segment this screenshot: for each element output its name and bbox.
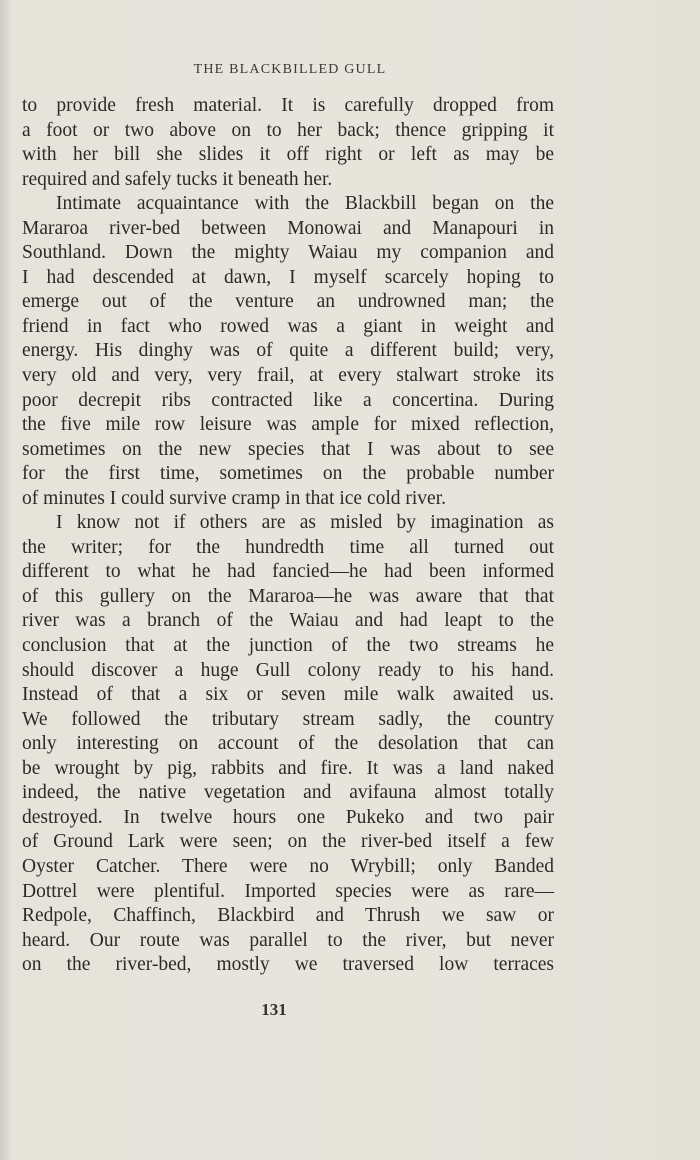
text-line: conclusion that at the junction of the two streams he (22, 635, 554, 657)
text-line: I had descended at dawn, I myself scarcely hoping to (22, 266, 554, 288)
page-number: 131 (261, 1000, 287, 1019)
text-line: We followed the tributary stream sadly, the country (22, 708, 554, 730)
text-line: a foot or two above on to her back; thence gripping it (22, 119, 554, 141)
text-line: of Ground Lark were seen; on the river-bed itself a few (22, 831, 554, 853)
paragraph (22, 511, 554, 977)
text-line: destroyed. In twelve hours one Pukeko and two pair (22, 806, 554, 828)
paragraph (22, 94, 554, 192)
text-line: Mararoa river-bed between Monowai and Manapouri in (22, 217, 554, 239)
text-line: very old and very, very frail, at every stalwart stroke its (22, 365, 554, 387)
running-head: THE BLACKBILLED GULL (193, 62, 387, 77)
text-line: poor decrepit ribs contracted like a concertina. During (22, 389, 554, 411)
text-line: Redpole, Chaffinch, Blackbird and Thrush we saw or (22, 905, 554, 927)
text-line: emerge out of the venture an undrowned man; the (22, 291, 554, 313)
text-line: only interesting on account of the desolation that can (22, 733, 554, 755)
text-line: heard. Our route was parallel to the river, but never (22, 929, 554, 951)
text-line: of this gullery on the Mararoa—he was aware that that (22, 585, 554, 607)
text-line: be wrought by pig, rabbits and fire. It was a land naked (22, 757, 554, 779)
text-line: energy. His dinghy was of quite a different build; very, (22, 340, 554, 362)
text-line: river was a branch of the Waiau and had leapt to the (22, 610, 554, 632)
text-line: different to what he had fancied—he had been informed (22, 561, 554, 583)
gutter-shadow (0, 0, 10, 1160)
text-line: I know not if others are as misled by imagination as (56, 512, 554, 534)
text-line: should discover a huge Gull colony ready to his hand. (22, 659, 554, 681)
text-line: the five mile row leisure was ample for mixed reflection, (22, 414, 554, 436)
text-line: Dottrel were plentiful. Imported species were as rare— (22, 880, 554, 902)
text-line: friend in fact who rowed was a giant in weight and (22, 315, 554, 337)
body-text (22, 94, 554, 978)
text-line: required and safely tucks it beneath her. (22, 168, 333, 190)
text-line: Southland. Down the mighty Waiau my companion and (22, 242, 554, 264)
text-line: Instead of that a six or seven mile walk awaited us. (22, 684, 554, 706)
text-line: to provide fresh material. It is carefully dropped from (22, 95, 554, 116)
text-line: on the river-bed, mostly we traversed low terraces (22, 954, 554, 976)
text-line: Oyster Catcher. There were no Wrybill; only Banded (22, 855, 554, 877)
text-line: Intimate acquaintance with the Blackbill began on the (56, 193, 554, 215)
paragraph (22, 192, 554, 511)
text-line: for the first time, sometimes on the probable number (22, 463, 554, 485)
text-line: with her bill she slides it off right or left as may be (22, 144, 554, 166)
text-line: of minutes I could survive cramp in that ice cold river. (22, 487, 447, 509)
text-line: indeed, the native vegetation and avifauna almost totally (22, 782, 554, 804)
text-line: the writer; for the hundredth time all turned out (22, 536, 554, 558)
text-line: sometimes on the new species that I was about to see (22, 438, 554, 460)
